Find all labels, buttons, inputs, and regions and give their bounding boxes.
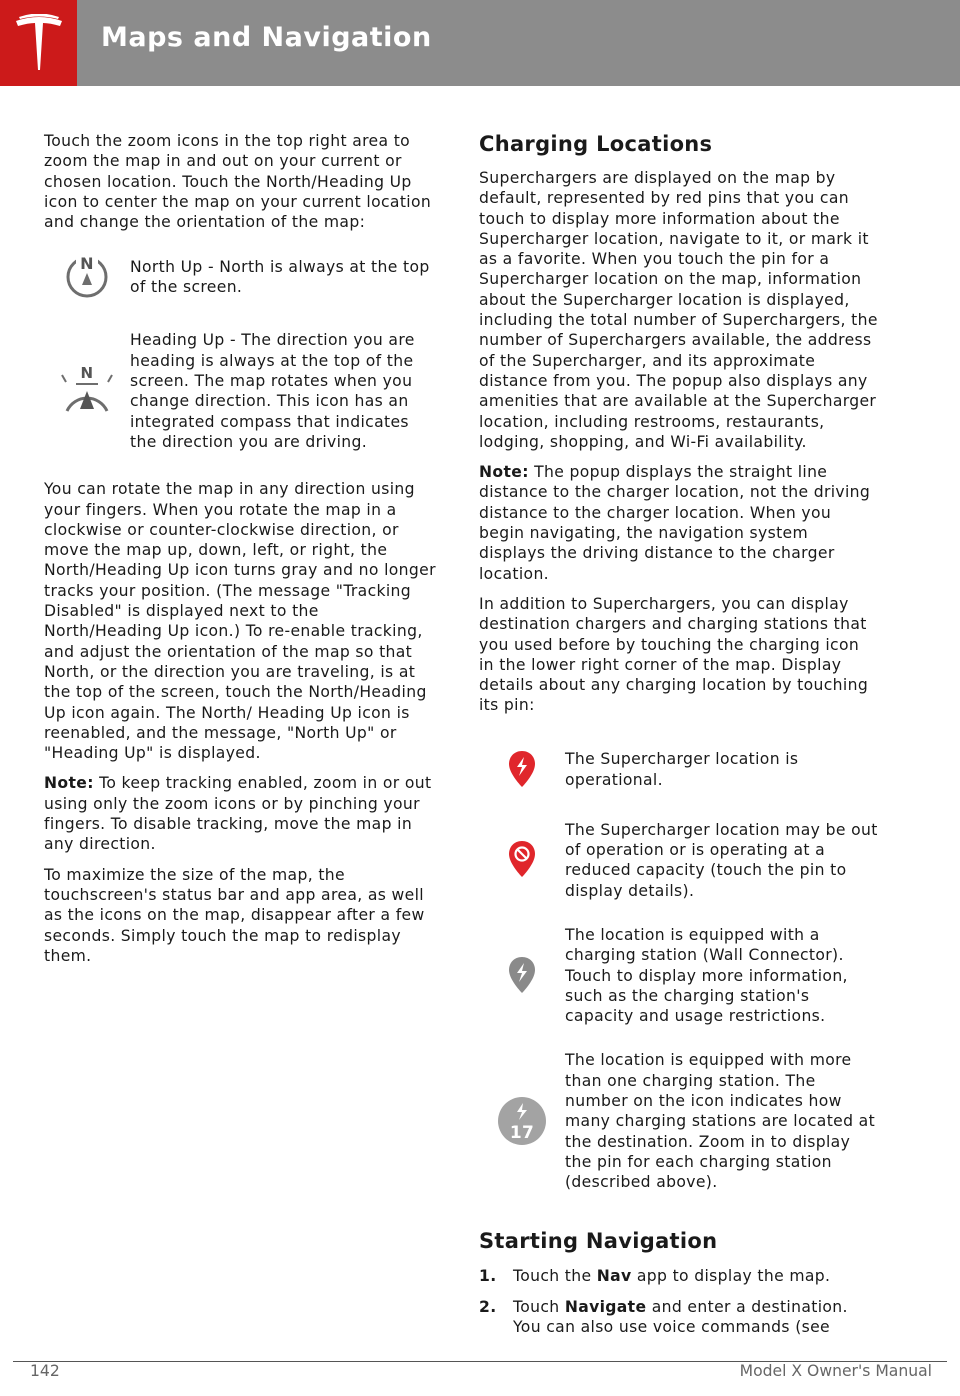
- pin-operational-text: The Supercharger location is operational.: [565, 750, 799, 789]
- navigation-steps: [479, 1266, 879, 1337]
- north-up-text: North Up - North is always at the top of the screen.: [130, 258, 430, 297]
- red-supercharger-pin-icon: [479, 749, 565, 791]
- note-label: Note:: [44, 774, 94, 793]
- step-text: Touch the Nav app to display the map.: [513, 1267, 831, 1286]
- page-number: 142: [30, 1362, 60, 1380]
- svg-text:N: N: [80, 254, 94, 274]
- pin-multi-text: The location is equipped with more than one charging station. The number on the icon indicates how many charging stations are located at the destination. Zoom in to display the pin for each charging station (described above).: [565, 1051, 876, 1192]
- intro-paragraph: Touch the zoom icons in the top right area to zoom the map in and out on your current or chosen location. Touch the North/Heading Up icon to center the map on your current location and change the orientation of the map:: [44, 132, 432, 232]
- right-note: [479, 462, 879, 584]
- list-item: [479, 1266, 879, 1286]
- tesla-logo: [0, 0, 77, 86]
- north-up-row: [44, 252, 440, 302]
- note-text: The popup displays the straight line distance to the charger location, not the driving distance to the charger location. When you begin navigating, the navigation system displays the driving distance to the charger location.: [479, 463, 871, 583]
- pin-reduced-row: [479, 820, 879, 901]
- step-number: 2.: [479, 1297, 497, 1316]
- svg-text:N: N: [80, 364, 94, 383]
- right-column: [479, 131, 879, 1347]
- heading-up-icon: [44, 363, 130, 419]
- pin-station-row: [479, 925, 879, 1026]
- charging-locations-heading: Charging Locations: [479, 132, 713, 156]
- svg-text:17: 17: [509, 1123, 535, 1144]
- addition-paragraph: In addition to Superchargers, you can display destination chargers and charging stations that you used before by touching the charging icon in the lower right corner of the map. Display details about any charging location by touching its pin:: [479, 594, 869, 715]
- starting-navigation-heading: Starting Navigation: [479, 1229, 718, 1254]
- step-text: Touch Navigate and enter a destination. You can also use voice commands (see: [513, 1297, 848, 1337]
- red-out-of-operation-pin-icon: [479, 839, 565, 881]
- north-up-icon: [44, 252, 130, 302]
- manual-title: Model X Owner's Manual: [739, 1362, 932, 1380]
- pin-operational-row: [479, 749, 879, 791]
- tesla-t-icon: [14, 14, 64, 72]
- note-text: To keep tracking enabled, zoom in or out using only the zoom icons or by pinching your fingers. To disable tracking, move the map in any direction.: [44, 774, 432, 854]
- page-title: Maps and Navigation: [101, 22, 432, 53]
- left-note: [44, 773, 440, 854]
- gray-multi-station-pin-icon: [479, 1095, 565, 1147]
- pin-reduced-text: The Supercharger location may be out of operation or is operating at a reduced capacity (touch the pin to display details).: [565, 820, 878, 900]
- left-column: [44, 131, 440, 976]
- superchargers-paragraph: Superchargers are displayed on the map by default, represented by red pins that you can touch to display more information about the Supercharger location, navigate to it, or mark it as a favorite. When you touch the pin for a Supercharger location on the map, information about the Supercharger location is displayed, including the total number of Superchargers, the number of Superchargers available, the address of the Supercharger, and its approximate distance from you. The popup also displays any amenities that are available at the Supercharger location, including restrooms, restaurants, lodging, shopping, and Wi-Fi availability.: [479, 169, 878, 451]
- nav-app-label: Nav: [596, 1267, 632, 1286]
- maximize-paragraph: To maximize the size of the map, the touchscreen's status bar and app area, as well as the icons on the map, disappear after a few seconds. Simply touch the map to redisplay them.: [44, 865, 425, 965]
- step-number: 1.: [479, 1267, 497, 1286]
- page-header: [0, 0, 960, 86]
- pin-station-text: The location is equipped with a charging station (Wall Connector). Touch to display more information, such as the charging station's capacity and usage restrictions.: [565, 925, 848, 1026]
- navigate-label: Navigate: [564, 1297, 647, 1316]
- pin-multi-row: [479, 1050, 879, 1192]
- heading-up-text: Heading Up - The direction you are heading is always at the top of the screen. The map rotates when you change direction. This icon has an integrated compass that indicates the direction you are driving.: [130, 331, 415, 451]
- gray-charging-station-pin-icon: [479, 955, 565, 997]
- list-item: [479, 1297, 879, 1338]
- note-label: Note:: [479, 463, 529, 482]
- heading-up-row: [44, 330, 440, 452]
- rotate-paragraph: You can rotate the map in any direction using your fingers. When you rotate the map in a clockwise or counter-clockwise direction, or move the map up, down, left, or right, the North/Heading Up icon turns gray and no longer tracks your position. (The message "Tracking Disabled" is displayed next to the North/Heading Up icon.) To re-enable tracking, and adjust the orientation of the map so that North, or the direction you are traveling, is at the top of the screen, touch the North/Heading Up icon again. The North/ Heading Up icon is reenabled, and the message, "North Up" or "Heading Up" is displayed.: [44, 480, 436, 763]
